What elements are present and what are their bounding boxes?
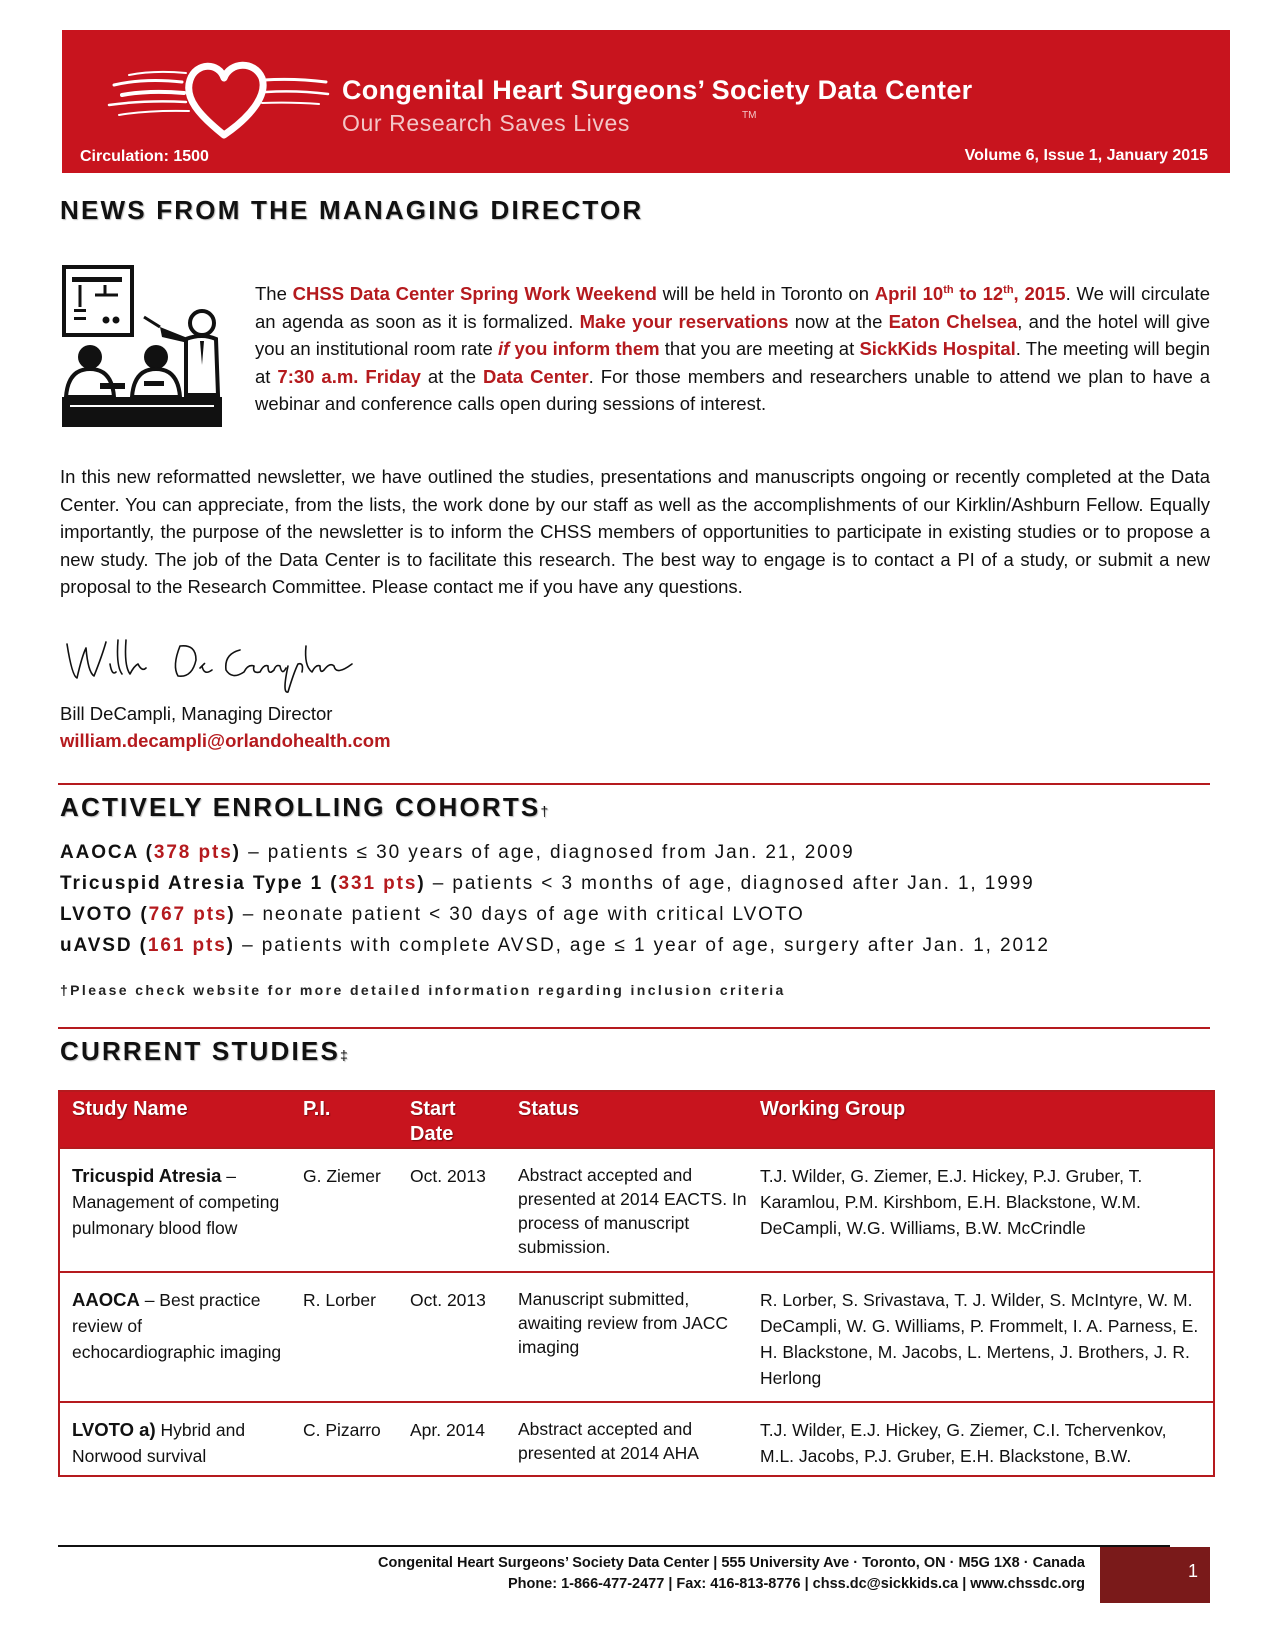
- organization-name: Congenital Heart Surgeons’ Society Data Center: [342, 75, 973, 105]
- table-header: [60, 1092, 1213, 1149]
- study-name-cell: [72, 1417, 282, 1469]
- news-paragraph-meeting: [255, 277, 1210, 418]
- hospital-name: SickKids Hospital: [859, 338, 1016, 360]
- cohort-name: AAOCA: [60, 842, 139, 863]
- cohort-count: 331 pts: [338, 873, 418, 894]
- start-date-cell: Apr. 2014: [410, 1420, 485, 1440]
- cohort-count: 161 pts: [147, 935, 227, 956]
- ordinal-suffix: th: [943, 284, 954, 296]
- text-fragment: The: [255, 283, 293, 305]
- text-fragment: will be held in Toronto on: [656, 283, 875, 305]
- column-header: Status: [518, 1098, 580, 1120]
- table-row: [60, 1403, 1213, 1475]
- venue-name: Data Center: [483, 365, 589, 387]
- working-group-cell: T.J. Wilder, G. Ziemer, E.J. Hickey, P.J. Gruber, T. Karamlou, P.M. Kirshbom, E.H. Blackstone, W.M. DeCampli, W.G. Williams, B.W. McCrindle: [760, 1166, 1143, 1238]
- section-divider: [58, 1027, 1210, 1029]
- text-fragment: . The meeting will begin at: [255, 338, 1211, 387]
- footer-address: Congenital Heart Surgeons’ Society Data Center | 555 University Ave · Toronto, ON · M5G 1X8 · Canada: [378, 1555, 1085, 1571]
- newsletter-banner: [62, 30, 1230, 173]
- cohort-item: AAOCA (378 pts) – patients ≤ 30 years of age, diagnosed from Jan. 21, 2009: [60, 842, 855, 863]
- date-year: , 2015: [1013, 283, 1066, 305]
- ordinal-suffix: th: [1003, 284, 1014, 296]
- heart-logo-icon: [104, 40, 334, 140]
- start-date-cell: Oct. 2013: [410, 1290, 486, 1310]
- hotel-name: Eaton Chelsea: [888, 310, 1018, 332]
- page-number-box: [1100, 1547, 1210, 1603]
- cohort-item: uAVSD (161 pts) – patients with complete AVSD, age ≤ 1 year of age, surgery after Jan. 1, 2012: [60, 935, 1050, 956]
- event-dates: [875, 283, 1066, 304]
- table-row: [60, 1149, 1213, 1273]
- cohorts-heading: [60, 792, 548, 823]
- status-cell: Manuscript submitted, awaiting review from JACC imaging: [518, 1289, 729, 1357]
- dagger-mark: †: [540, 803, 549, 819]
- working-group-cell: T.J. Wilder, E.J. Hickey, G. Ziemer, C.I. Tchervenkov, M.L. Jacobs, P.J. Gruber, E.H. Blackstone, B.W.: [760, 1420, 1167, 1466]
- study-subtitle: Hybrid and Norwood survival: [72, 1420, 246, 1466]
- column-header: Study Name: [72, 1098, 188, 1120]
- news-paragraph-newsletter: In this new reformatted newsletter, we have outlined the studies, presentations and manuscripts ongoing or recently completed at the Data Center. You can appreciate, from the lists, the work done by our staff as well as the accomplishments of our Kirklin/Ashburn Fellow. Equally importantly, the purpose of the newsletter is to inform the CHSS members of opportunities to participate in existing studies or to propose a new study. The job of the Data Center is to facilitate this research. The best way to engage is to contact a PI of a study, or submit a new proposal to the Research Committee. Please contact me if you have any questions.: [60, 466, 1210, 597]
- status-cell: Abstract accepted and presented at 2014 EACTS. In process of manuscript submission.: [518, 1165, 747, 1257]
- cohort-criteria: – patients with complete AVSD, age ≤ 1 year of age, surgery after Jan. 1, 2012: [234, 935, 1050, 956]
- meeting-time: 7:30 a.m. Friday: [277, 365, 421, 387]
- cohort-criteria: – patients < 3 months of age, diagnosed after Jan. 1, 1999: [425, 873, 1035, 894]
- cohort-item: LVOTO (767 pts) – neonate patient < 30 days of age with critical LVOTO: [60, 904, 805, 925]
- event-name: CHSS Data Center Spring Work Weekend: [292, 283, 657, 305]
- cohort-count: 378 pts: [153, 842, 233, 863]
- studies-heading: [60, 1036, 348, 1067]
- cohort-criteria: – patients ≤ 30 years of age, diagnosed from Jan. 21, 2009: [240, 842, 855, 863]
- emphasis-if: if: [498, 338, 510, 360]
- page-number: 1: [1187, 1561, 1198, 1581]
- text-fragment: now at the: [788, 310, 889, 332]
- working-group-cell: R. Lorber, S. Srivastava, T. J. Wilder, S. McIntyre, W. M. DeCampli, W. G. Williams, P. Frommelt, I. A. Parness, E. H. Blackstone, M. Jacobs, L. Mertens, J. Brothers, J. R. Herlong: [760, 1290, 1199, 1388]
- date-end: to 12: [953, 283, 1004, 305]
- study-title: Tricuspid Atresia: [72, 1165, 222, 1186]
- cohort-list: [60, 837, 1050, 961]
- director-email-link[interactable]: william.decampli@orlandohealth.com: [60, 730, 391, 751]
- cohort-criteria: – neonate patient < 30 days of age with critical LVOTO: [235, 904, 805, 925]
- cohort-footnote: †Please check website for more detailed information regarding inclusion criteria: [60, 982, 786, 998]
- study-title: AAOCA: [72, 1289, 140, 1310]
- study-title: LVOTO a): [72, 1419, 156, 1440]
- text-fragment: that you are meeting at: [659, 338, 860, 360]
- reservation-callout: Make your reservations: [579, 310, 789, 332]
- tagline: Our Research Saves Lives: [342, 110, 630, 136]
- column-header: Working Group: [760, 1098, 906, 1120]
- text-fragment: . We will circulate an agenda as soon as it is formalized.: [255, 283, 1210, 332]
- column-header: P.I.: [303, 1098, 331, 1120]
- trademark-mark: TM: [742, 110, 757, 121]
- signer-name: Bill DeCampli, Managing Director: [60, 703, 333, 724]
- volume-issue-label: Volume 6, Issue 1, January 2015: [964, 147, 1208, 164]
- text-fragment: . For those members and researchers unable to attend we plan to have a webinar and conference calls open during sessions of interest.: [255, 365, 1210, 415]
- pi-cell: C. Pizarro: [303, 1420, 381, 1440]
- news-heading: NEWS FROM THE MANAGING DIRECTOR: [60, 195, 644, 225]
- studies-table: [58, 1090, 1215, 1477]
- cohort-count: 767 pts: [148, 904, 228, 925]
- inform-callout: you inform them: [509, 338, 660, 360]
- pi-cell: R. Lorber: [303, 1290, 376, 1310]
- text-fragment: , and the hotel will give you an institutional room rate: [255, 310, 1210, 360]
- status-cell: Abstract accepted and presented at 2014 AHA: [518, 1419, 699, 1463]
- footer-contact: Phone: 1-866-477-2477 | Fax: 416-813-8776 | chss.dc@sickkids.ca | www.chssdc.org: [507, 1576, 1085, 1592]
- handwritten-signature: [62, 636, 362, 696]
- cohort-item: Tricuspid Atresia Type 1 (331 pts) – patients < 3 months of age, diagnosed after Jan. 1, 1999: [60, 873, 1035, 894]
- cohort-name: LVOTO: [60, 904, 134, 925]
- cohorts-heading-text: ACTIVELY ENROLLING COHORTS: [60, 792, 541, 822]
- column-header: Start Date: [410, 1098, 456, 1145]
- pi-cell: G. Ziemer: [303, 1166, 381, 1186]
- study-name-cell: [72, 1287, 282, 1365]
- table-row: [60, 1273, 1213, 1403]
- presentation-meeting-icon: [60, 265, 235, 440]
- studies-heading-text: CURRENT STUDIES: [60, 1036, 341, 1066]
- study-subtitle: – Best practice review of echocardiographic imaging: [72, 1290, 282, 1362]
- section-divider: [58, 783, 1210, 785]
- date-start: April 10: [874, 283, 944, 305]
- double-dagger-mark: ‡: [340, 1047, 348, 1063]
- cohort-name: uAVSD: [60, 935, 133, 956]
- circulation-label: Circulation: 1500: [80, 148, 209, 165]
- cohort-name: Tricuspid Atresia Type 1: [60, 873, 324, 894]
- study-name-cell: [72, 1163, 282, 1241]
- study-subtitle: – Management of competing pulmonary blood flow: [72, 1166, 280, 1238]
- start-date-cell: Oct. 2013: [410, 1166, 486, 1186]
- footer-divider: [58, 1545, 1170, 1547]
- text-fragment: at the: [420, 365, 483, 387]
